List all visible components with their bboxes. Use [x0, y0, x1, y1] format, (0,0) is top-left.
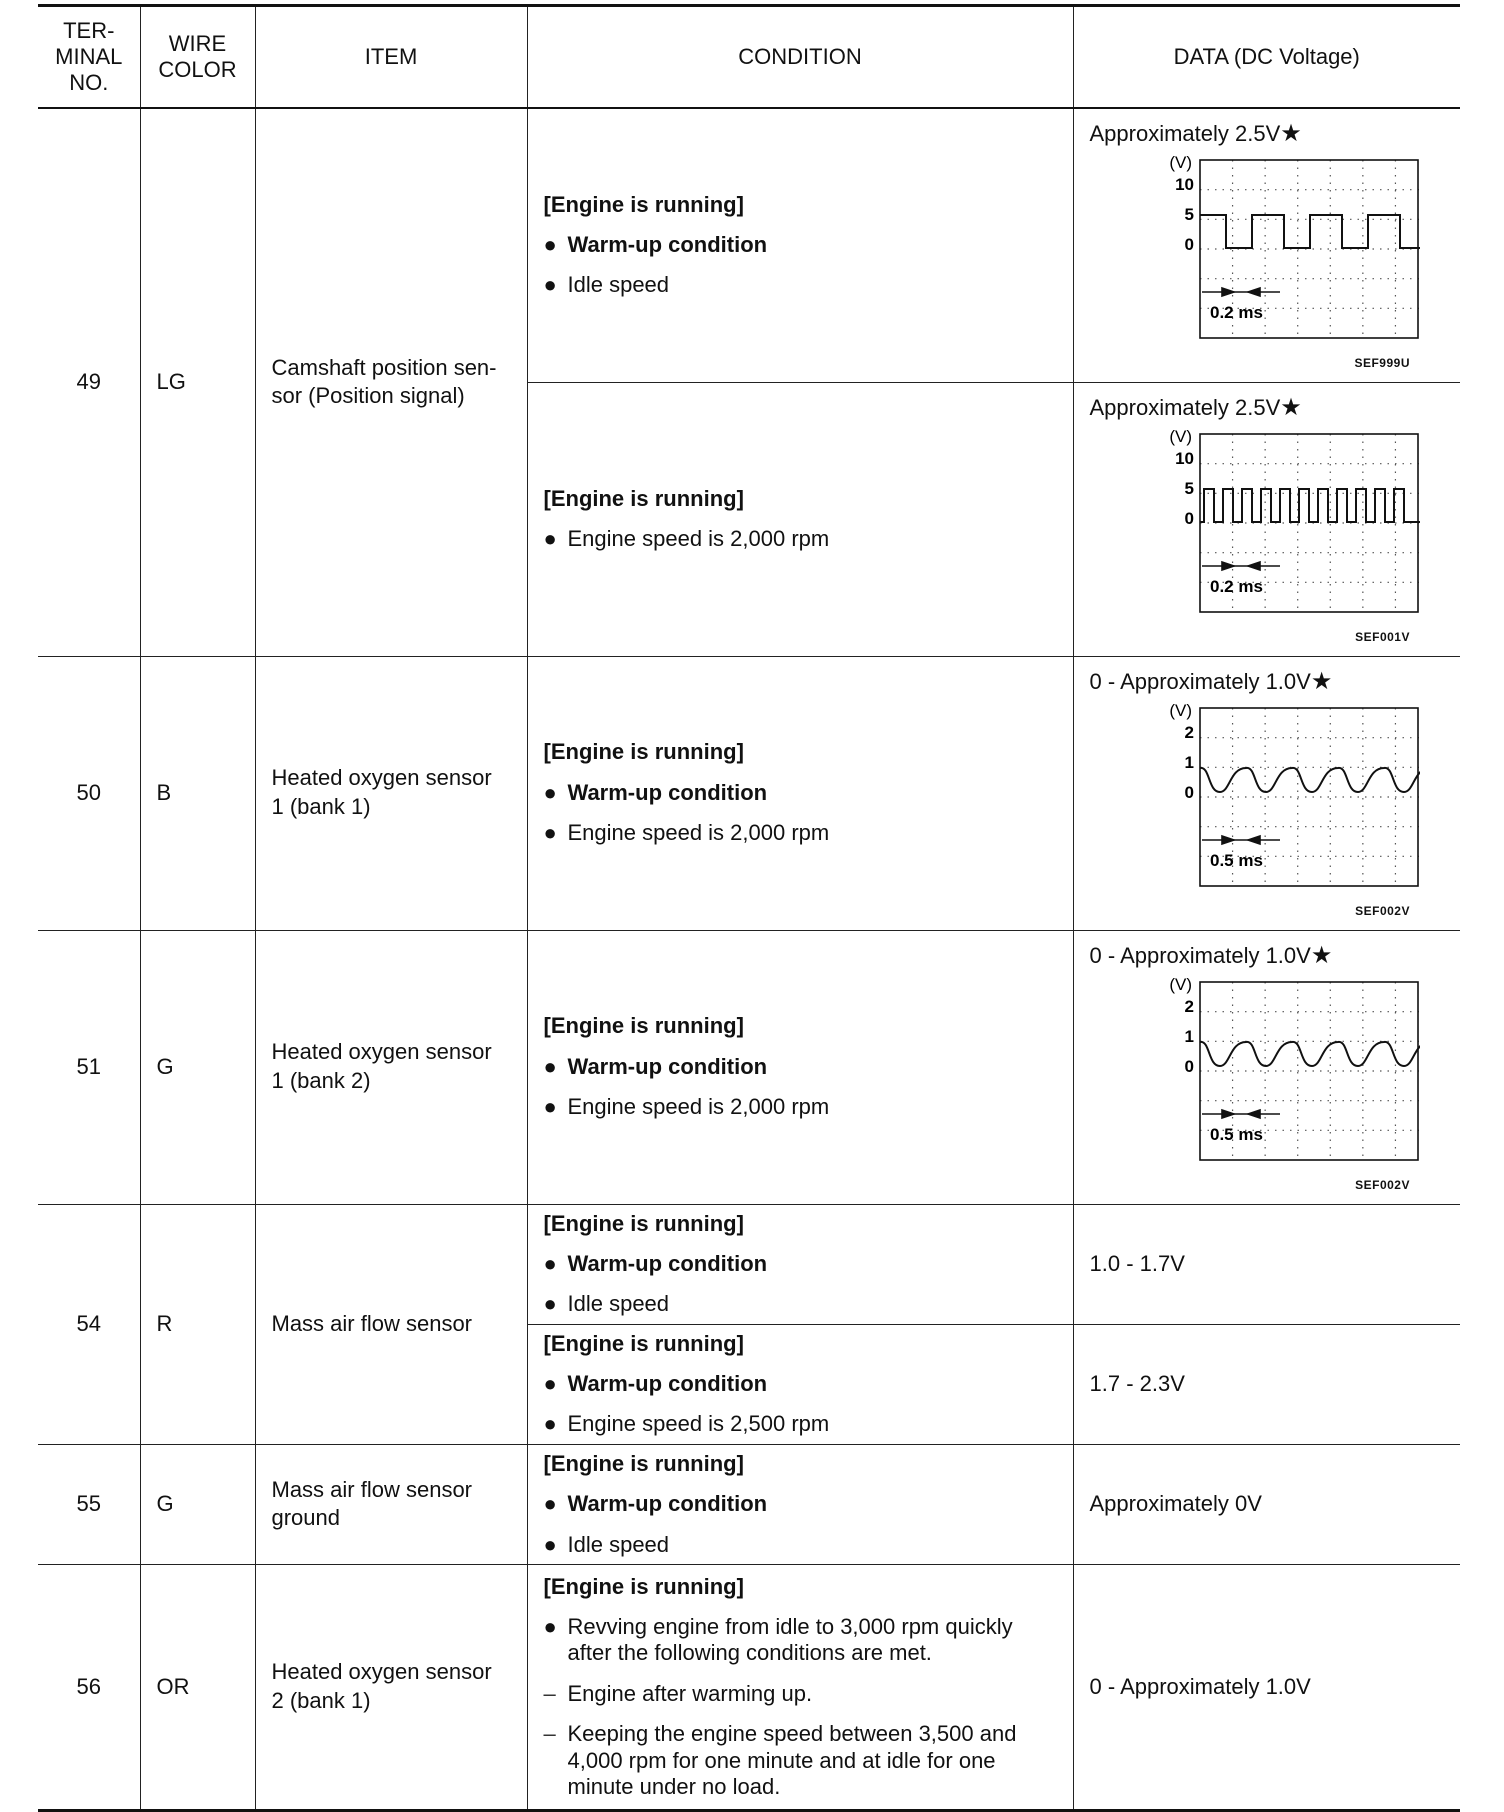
condition-bullet: Engine speed is 2,000 rpm	[567, 820, 830, 846]
bullet-icon: ●	[543, 779, 557, 805]
oscilloscope-waveform	[1090, 972, 1461, 1162]
y-tick-label: 1	[1184, 1026, 1194, 1046]
y-tick-label: 1	[1184, 752, 1194, 772]
condition-bullet: Warm-up condition	[567, 1053, 768, 1079]
terminal-number: 54	[38, 1204, 140, 1444]
terminal-number: 49	[38, 108, 140, 656]
time-scale-arrow	[1202, 1110, 1280, 1118]
waveform-trace	[1200, 1041, 1420, 1065]
condition-cell	[527, 1565, 1073, 1811]
y-tick-label: 5	[1184, 205, 1194, 224]
table-row	[38, 1444, 1460, 1564]
terminal-data-table	[38, 4, 1460, 1812]
table-row	[38, 656, 1460, 930]
terminal-number: 50	[38, 656, 140, 930]
waveform-trace	[1200, 489, 1420, 522]
oscilloscope-waveform	[1090, 424, 1461, 614]
wire-color: G	[140, 930, 255, 1204]
bullet-icon: ●	[543, 232, 557, 258]
table-row	[38, 930, 1460, 1204]
condition-title: [Engine is running]	[543, 1210, 744, 1236]
item-name: Mass air flow sensor ground	[255, 1444, 527, 1564]
condition-bullet: Warm-up condition	[567, 232, 768, 258]
star-icon: ★	[1280, 393, 1302, 421]
condition-cell	[527, 656, 1073, 930]
condition-cell	[527, 1444, 1073, 1564]
condition-cell	[527, 382, 1073, 656]
condition-bullet: Idle speed	[567, 1291, 670, 1317]
wire-color: G	[140, 1444, 255, 1564]
y-unit-label: (V)	[1168, 426, 1192, 446]
data-value: 0 - Approximately 1.0V★	[1089, 667, 1333, 695]
bullet-icon: ●	[543, 1053, 557, 1079]
condition-cell	[527, 930, 1073, 1204]
data-value: Approximately 2.5V★	[1089, 120, 1302, 147]
item-name: Heated oxygen sensor 1 (bank 2)	[255, 930, 527, 1204]
condition-title: [Engine is running]	[543, 1450, 744, 1476]
scope-svg	[1120, 972, 1420, 1162]
table-row	[38, 108, 1460, 382]
time-scale-arrow	[1202, 562, 1280, 570]
condition-cell	[527, 1324, 1073, 1444]
condition-subitem: Keeping the engine speed between 3,500 and 4,000 rpm for one minute and at idle for one minute under no load.	[567, 1721, 1017, 1799]
condition-bullet: Idle speed	[567, 1531, 670, 1557]
terminal-number: 55	[38, 1444, 140, 1564]
figure-code: SEF002V	[1355, 1177, 1410, 1192]
bullet-icon: ●	[543, 820, 557, 846]
condition-bullet: Warm-up condition	[567, 779, 768, 805]
data-value: 0 - Approximately 1.0V★	[1089, 941, 1333, 969]
header-data: DATA (DC Voltage)	[1073, 6, 1460, 109]
bullet-icon: ●	[543, 1614, 557, 1640]
data-cell	[1073, 108, 1460, 382]
y-tick-label: 10	[1174, 448, 1194, 468]
wire-color: OR	[140, 1565, 255, 1811]
item-name: Heated oxygen sensor 1 (bank 1)	[255, 656, 527, 930]
y-tick-label: 0	[1184, 1056, 1194, 1076]
bullet-icon: ●	[543, 1371, 557, 1397]
bullet-icon: ●	[543, 272, 557, 298]
condition-bullet: Engine speed is 2,000 rpm	[567, 526, 830, 551]
time-scale-label: 0.5 ms	[1209, 850, 1263, 870]
bullet-icon: ●	[543, 1491, 557, 1517]
y-unit-label: (V)	[1168, 153, 1192, 172]
condition-bullet: Warm-up condition	[567, 1491, 768, 1517]
item-name: Mass air flow sensor	[255, 1204, 527, 1444]
table-row	[38, 1565, 1460, 1811]
y-unit-label: (V)	[1168, 974, 1192, 994]
data-value: 1.0 - 1.7V	[1073, 1204, 1460, 1324]
time-scale-label: 0.2 ms	[1209, 303, 1263, 322]
data-cell	[1073, 656, 1460, 930]
condition-title: [Engine is running]	[543, 1573, 744, 1599]
condition-subitem: Engine after warming up.	[567, 1680, 813, 1706]
time-scale-label: 0.2 ms	[1209, 576, 1263, 596]
condition-bullet: Warm-up condition	[567, 1371, 768, 1397]
bullet-icon: ●	[543, 1411, 557, 1437]
y-tick-label: 10	[1174, 175, 1194, 194]
condition-title: [Engine is running]	[543, 1330, 744, 1356]
data-value: 1.7 - 2.3V	[1073, 1324, 1460, 1444]
dash-icon: –	[543, 1721, 556, 1747]
bullet-icon: ●	[543, 1250, 557, 1276]
figure-code: SEF001V	[1355, 629, 1410, 644]
dash-icon: –	[543, 1680, 556, 1706]
condition-cell	[527, 1204, 1073, 1324]
header-wire-color: WIRE COLOR	[140, 6, 255, 109]
condition-bullet: Revving engine from idle to 3,000 rpm quickly after the following conditions are met.	[567, 1614, 1013, 1666]
waveform-trace	[1200, 767, 1420, 791]
time-scale-label: 0.5 ms	[1209, 1124, 1263, 1144]
item-name: Heated oxygen sensor 2 (bank 1)	[255, 1565, 527, 1811]
data-cell	[1073, 382, 1460, 656]
y-tick-label: 0	[1184, 235, 1194, 254]
oscilloscope-waveform	[1090, 698, 1461, 888]
star-icon: ★	[1280, 120, 1302, 147]
wire-color: B	[140, 656, 255, 930]
figure-code: SEF002V	[1355, 903, 1410, 918]
scope-svg	[1120, 424, 1420, 614]
y-tick-label: 2	[1184, 996, 1194, 1016]
time-scale-arrow	[1202, 288, 1280, 296]
data-value: 0 - Approximately 1.0V	[1073, 1565, 1460, 1811]
time-scale-arrow	[1202, 836, 1280, 844]
table-row	[38, 1204, 1460, 1324]
condition-title: [Engine is running]	[543, 485, 744, 511]
scope-svg	[1120, 150, 1420, 340]
condition-bullet: Engine speed is 2,000 rpm	[567, 1094, 830, 1120]
condition-bullet: Idle speed	[567, 272, 670, 298]
condition-title: [Engine is running]	[543, 1013, 744, 1039]
condition-title: [Engine is running]	[543, 739, 744, 765]
condition-title: [Engine is running]	[543, 191, 744, 217]
item-name: Camshaft position sen- sor (Position signal)	[255, 108, 527, 656]
star-icon: ★	[1310, 941, 1333, 969]
y-tick-label: 2	[1184, 722, 1194, 742]
figure-code: SEF999U	[1354, 355, 1410, 370]
y-tick-label: 0	[1184, 508, 1194, 528]
wire-color: R	[140, 1204, 255, 1444]
data-value: Approximately 0V	[1073, 1444, 1460, 1564]
bullet-icon: ●	[543, 1291, 557, 1317]
data-value: Approximately 2.5V★	[1089, 393, 1302, 421]
bullet-icon: ●	[543, 526, 557, 551]
oscilloscope-waveform	[1090, 150, 1461, 340]
header-condition: CONDITION	[527, 6, 1073, 109]
y-unit-label: (V)	[1168, 700, 1192, 720]
bullet-icon: ●	[543, 1531, 557, 1557]
condition-cell	[527, 108, 1073, 382]
star-icon: ★	[1310, 667, 1333, 695]
condition-bullet: Warm-up condition	[567, 1250, 768, 1276]
condition-bullet: Engine speed is 2,500 rpm	[567, 1411, 830, 1437]
data-cell	[1073, 930, 1460, 1204]
y-tick-label: 5	[1184, 478, 1194, 498]
terminal-number: 56	[38, 1565, 140, 1811]
scope-svg	[1120, 698, 1420, 888]
bullet-icon: ●	[543, 1094, 557, 1120]
header-terminal: TER- MINAL NO.	[38, 6, 140, 109]
header-item: ITEM	[255, 6, 527, 109]
terminal-number: 51	[38, 930, 140, 1204]
y-tick-label: 0	[1184, 782, 1194, 802]
wire-color: LG	[140, 108, 255, 656]
